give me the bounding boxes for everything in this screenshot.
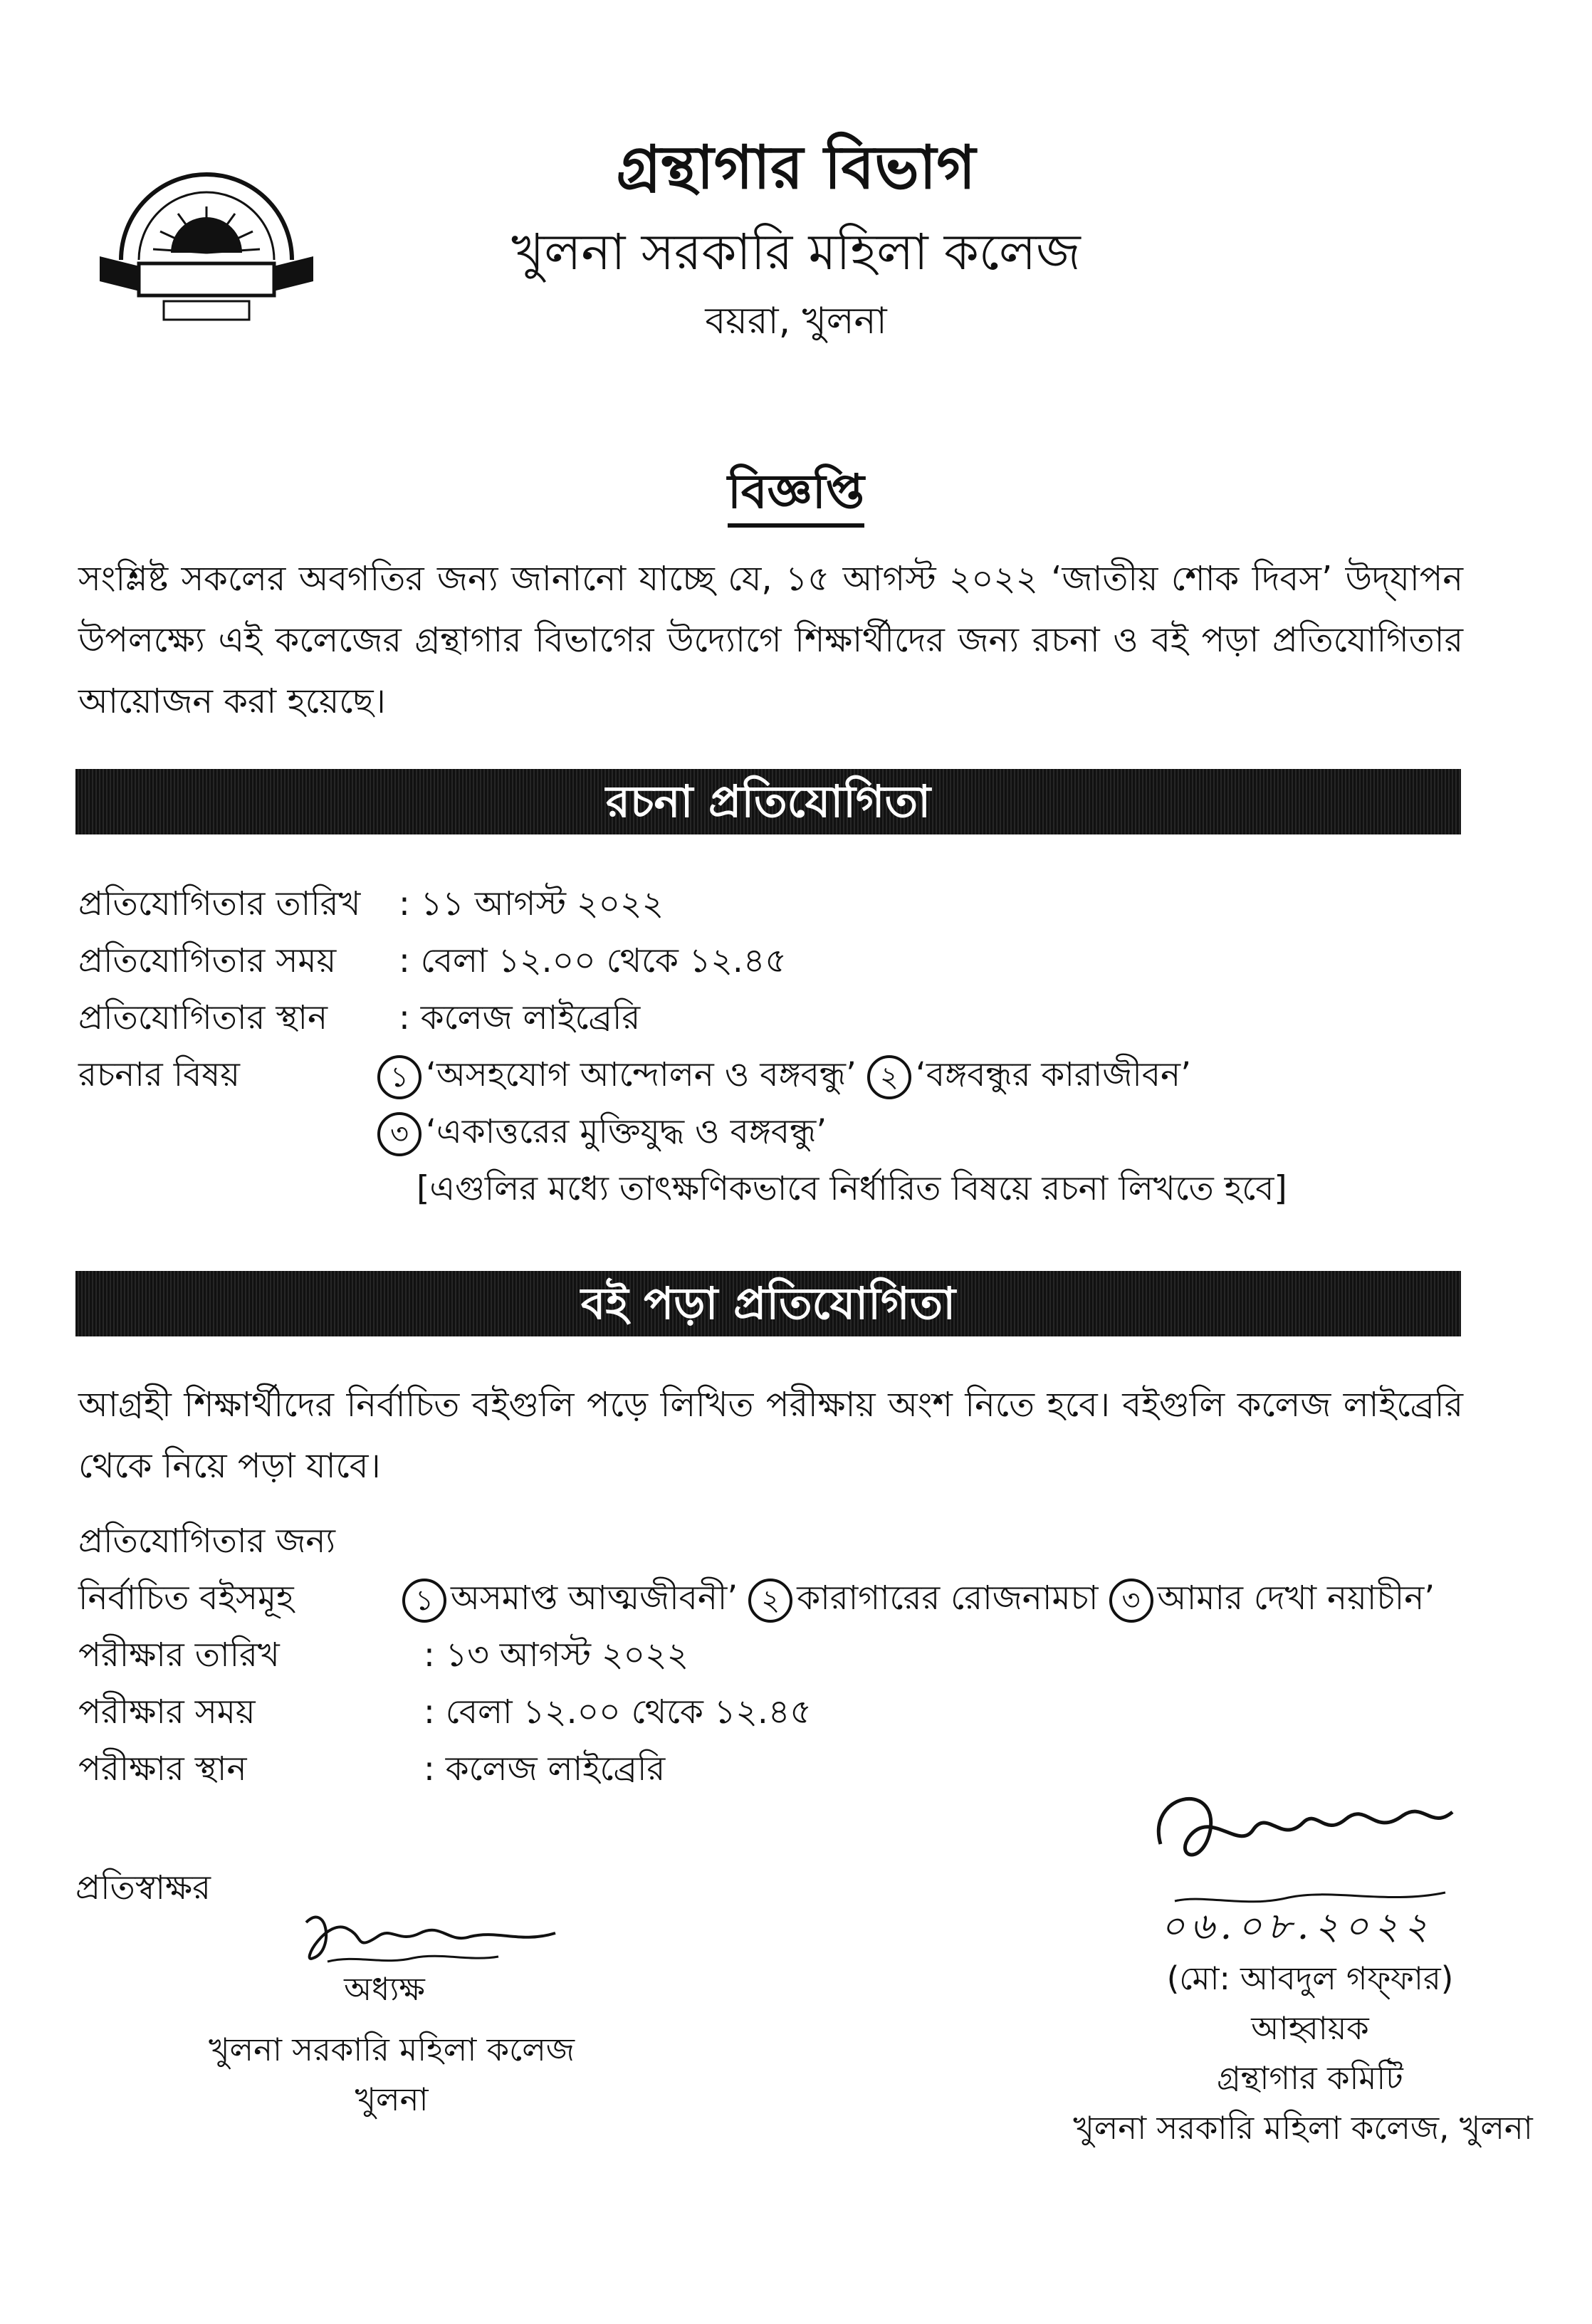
principal-title: অধ্যক্ষ <box>344 1970 425 2008</box>
principal-college: খুলনা সরকারি মহিলা কলেজ <box>209 2031 575 2068</box>
essay-time-value: : বেলা ১২.০০ থেকে ১২.৪৫ <box>399 941 787 980</box>
essay-place-label: প্রতিযোগিতার স্থান <box>78 998 328 1037</box>
convener-sign-date: ০৬.০৮.২০২২ <box>1161 1905 1434 1948</box>
exam-place-row <box>78 1744 665 1794</box>
essay-topics-row <box>78 1050 399 1100</box>
convener-college: খুলনা সরকারি মহিলা কলেজ, খুলনা <box>1073 2109 1533 2147</box>
essay-time-row <box>78 936 787 986</box>
topic-number: ১ <box>377 1055 421 1099</box>
topic-number: ২ <box>867 1055 911 1099</box>
essay-date-label: প্রতিযোগিতার তারিখ <box>78 884 361 923</box>
exam-time-row <box>78 1687 812 1737</box>
college-name: খুলনা সরকারি মহিলা কলেজ <box>511 223 1081 281</box>
reading-books-row <box>78 1574 399 1623</box>
topic-number: ৩ <box>377 1112 421 1156</box>
reading-books-label: নির্বাচিত বইসমূহ <box>78 1579 294 1618</box>
essay-topic-line-1 <box>377 1050 1191 1100</box>
notice-intro: সংশ্লিষ্ট সকলের অবগতির জন্য জানানো যাচ্ছে যে, ১৫ আগস্ট ২০২২ ‘জাতীয় শোক দিবস’ উদ্‌যাপন উপলক্ষ্যে এই কলেজের গ্রন্থাগার বিভাগের উদ্যোগে শিক্ষার্থীদের জন্য রচনা ও বই পড়া প্রতিযোগিতার আয়োজন করা হয়েছে। <box>78 559 1463 721</box>
essay-place-row <box>78 993 640 1043</box>
notice-heading: বিজ্ঞপ্তি <box>0 456 1592 534</box>
reading-intro: আগ্রহী শিক্ষার্থীদের নির্বাচিত বইগুলি পড়ে লিখিত পরীক্ষায় অংশ নিতে হবে। বইগুলি কলেজ লাইব্রেরি থেকে নিয়ে পড়া যাবে। <box>78 1385 1463 1486</box>
convener-title: আহ্বায়ক <box>1251 2009 1369 2047</box>
essay-date-row <box>78 879 664 929</box>
book-title: আমার দেখা নয়াচীন’ <box>1157 1579 1435 1618</box>
exam-place-value: : কলেজ লাইব্রেরি <box>424 1749 666 1789</box>
college-address: বয়রা, খুলনা <box>705 300 887 342</box>
book-number: ২ <box>748 1579 792 1623</box>
reading-for-row <box>78 1517 335 1566</box>
reading-books-list <box>402 1574 1435 1623</box>
reading-competition-banner: বই পড়া প্রতিযোগিতা <box>75 1271 1461 1336</box>
essay-competition-banner: রচনা প্রতিযোগিতা <box>75 769 1461 834</box>
department-title: গ্রন্থাগার বিভাগ <box>616 132 976 202</box>
essay-topic: ‘বঙ্গবন্ধুর কারাজীবন’ <box>915 1055 1192 1094</box>
convener-committee: গ্রন্থাগার কমিটি <box>1217 2059 1403 2097</box>
countersign-label: প্রতিস্বাক্ষর <box>75 1868 211 1907</box>
convener-name: (মো: আবদুল গফ্‌ফার) <box>1166 1959 1454 1997</box>
exam-date-label: পরীক্ষার তারিখ <box>78 1635 280 1675</box>
essay-date-value: : ১১ আগস্ট ২০২২ <box>399 884 664 923</box>
essay-topic: ‘অসহযোগ আন্দোলন ও বঙ্গবন্ধু’ <box>426 1055 857 1094</box>
essay-time-label: প্রতিযোগিতার সময় <box>78 941 337 980</box>
exam-date-row <box>78 1631 688 1680</box>
book-title: অসমাপ্ত আত্মজীবনী’ <box>451 1579 738 1618</box>
exam-date-value: : ১৩ আগস্ট ২০২২ <box>424 1635 689 1675</box>
principal-city: খুলনা <box>355 2080 429 2118</box>
essay-place-value: : কলেজ লাইব্রেরি <box>399 998 641 1037</box>
essay-topic-line-2 <box>377 1107 827 1157</box>
exam-place-label: পরীক্ষার স্থান <box>78 1749 247 1789</box>
essay-note: [এগুলির মধ্যে তাৎক্ষণিকভাবে নির্ধারিত বিষয়ে রচনা লিখতে হবে] <box>417 1169 1287 1208</box>
book-number: ১ <box>402 1579 446 1623</box>
essay-topics-label: রচনার বিষয় <box>78 1055 240 1094</box>
book-title: কারাগারের রোজনামচা <box>797 1579 1099 1618</box>
book-number: ৩ <box>1109 1579 1153 1623</box>
exam-time-label: পরীক্ষার সময় <box>78 1692 256 1732</box>
reading-for-label: প্রতিযোগিতার জন্য <box>78 1522 336 1561</box>
essay-topic: ‘একাত্তরের মুক্তিযুদ্ধ ও বঙ্গবন্ধু’ <box>426 1112 827 1151</box>
exam-time-value: : বেলা ১২.০০ থেকে ১২.৪৫ <box>424 1692 812 1732</box>
